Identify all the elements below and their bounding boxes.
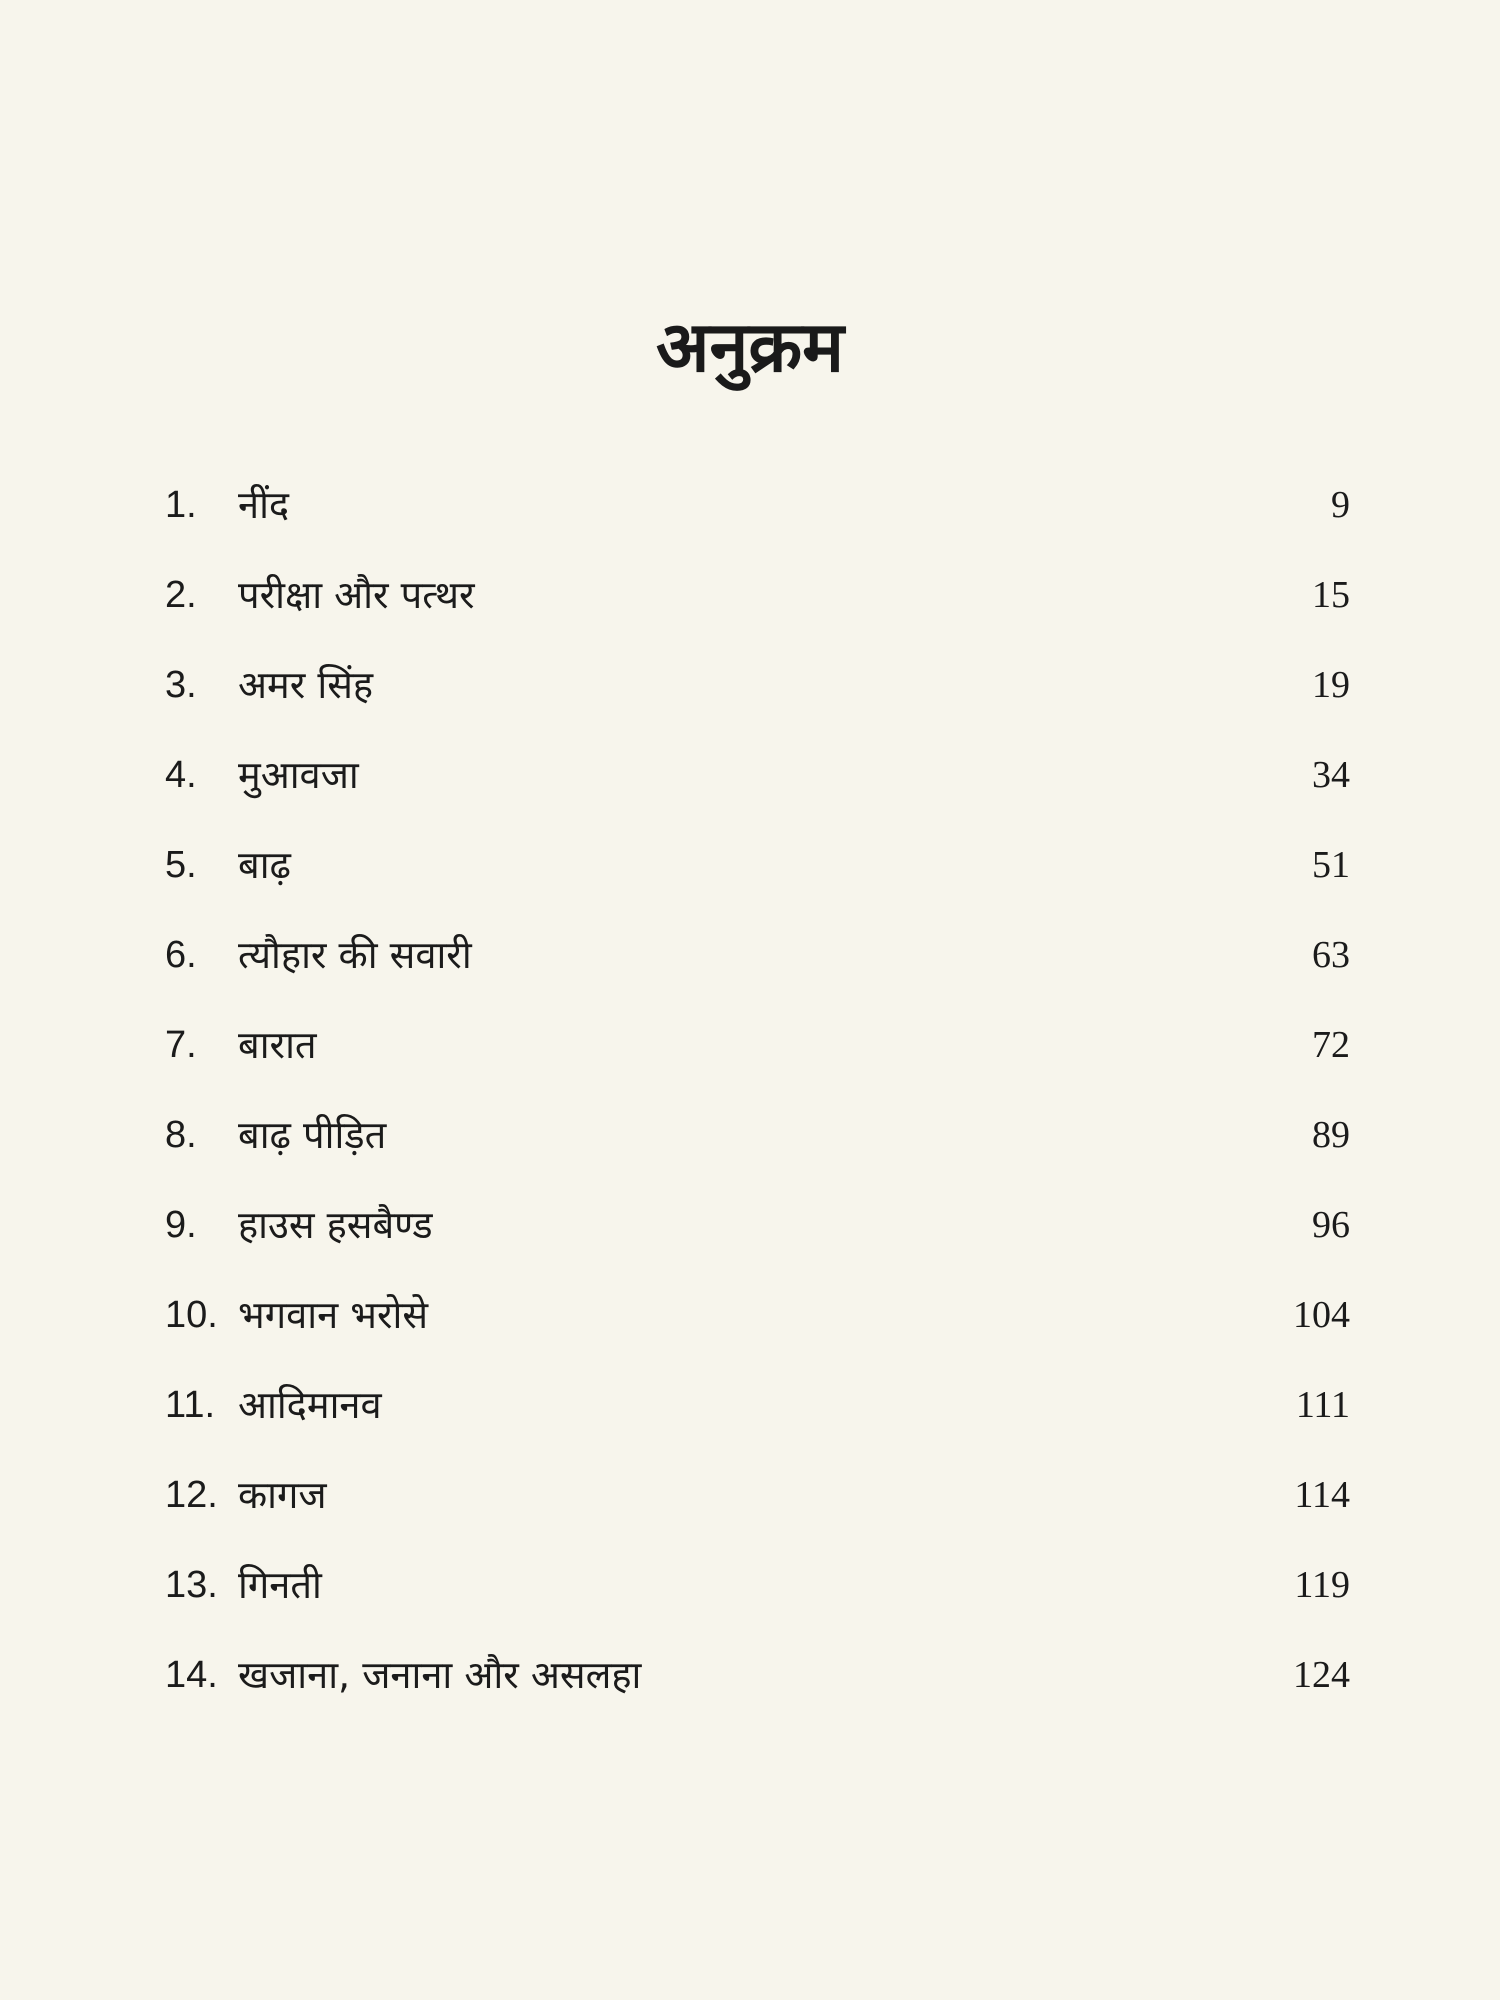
toc-entry-number: 10. — [165, 1294, 218, 1336]
toc-entry-number: 6. — [165, 934, 197, 976]
toc-entry-page: 119 — [1294, 1564, 1350, 1606]
toc-entry — [165, 1100, 1350, 1190]
toc-entry-number: 2. — [165, 574, 197, 616]
toc-entry-number: 11. — [165, 1384, 216, 1426]
toc-entry — [165, 1550, 1350, 1640]
toc-entry-title: खजाना, जनाना और असलहा — [238, 1653, 642, 1697]
toc-entry-page: 96 — [1312, 1204, 1350, 1246]
toc-entry-page: 89 — [1312, 1114, 1350, 1156]
toc-entry — [165, 470, 1350, 560]
toc-entry-page: 63 — [1312, 934, 1350, 976]
toc-entry — [165, 560, 1350, 650]
toc-entry — [165, 1010, 1350, 1100]
toc-entry-number: 3. — [165, 664, 197, 706]
toc-entry-number: 4. — [165, 754, 197, 796]
toc-entry — [165, 1190, 1350, 1280]
toc-entry — [165, 1640, 1350, 1730]
toc-entry — [165, 920, 1350, 1010]
toc-entry-page: 9 — [1331, 484, 1350, 526]
toc-entry-title: गिनती — [238, 1563, 322, 1607]
table-of-contents — [165, 470, 1350, 1730]
toc-entry-number: 5. — [165, 844, 197, 886]
toc-entry-page: 124 — [1293, 1654, 1350, 1696]
toc-entry-page: 104 — [1293, 1294, 1350, 1336]
toc-entry-number: 9. — [165, 1204, 197, 1246]
toc-entry — [165, 1280, 1350, 1370]
page-title: अनुक्रम — [656, 305, 844, 388]
toc-entry-number: 12. — [165, 1474, 218, 1516]
toc-entry-title: कागज — [238, 1473, 327, 1517]
toc-entry-title: भगवान भरोसे — [238, 1293, 429, 1337]
toc-entry-page: 34 — [1312, 754, 1350, 796]
toc-entry-title: मुआवजा — [238, 753, 359, 797]
toc-entry-title: बारात — [238, 1023, 317, 1067]
toc-entry-title: बाढ़ पीड़ित — [238, 1113, 387, 1157]
toc-entry-title: नींद — [238, 483, 290, 527]
toc-entry — [165, 830, 1350, 920]
toc-entry-number: 14. — [165, 1654, 218, 1696]
toc-entry-page: 72 — [1312, 1024, 1350, 1066]
toc-entry-title: अमर सिंह — [238, 663, 374, 707]
toc-entry-title: आदिमानव — [238, 1383, 382, 1427]
toc-entry-page: 111 — [1295, 1384, 1350, 1426]
toc-entry-title: त्यौहार की सवारी — [238, 933, 472, 977]
toc-entry — [165, 1460, 1350, 1550]
toc-entry — [165, 650, 1350, 740]
toc-entry-page: 51 — [1312, 844, 1350, 886]
toc-entry-page: 15 — [1312, 574, 1350, 616]
toc-entry-number: 1. — [165, 484, 197, 526]
toc-entry-page: 114 — [1294, 1474, 1350, 1516]
toc-entry-number: 8. — [165, 1114, 197, 1156]
toc-entry-page: 19 — [1312, 664, 1350, 706]
toc-entry-title: परीक्षा और पत्थर — [238, 573, 475, 617]
toc-entry — [165, 740, 1350, 830]
toc-entry-number: 13. — [165, 1564, 218, 1606]
toc-entry-title: बाढ़ — [238, 843, 291, 887]
toc-entry — [165, 1370, 1350, 1460]
toc-entry-title: हाउस हसबैण्ड — [238, 1203, 433, 1247]
toc-entry-number: 7. — [165, 1024, 197, 1066]
